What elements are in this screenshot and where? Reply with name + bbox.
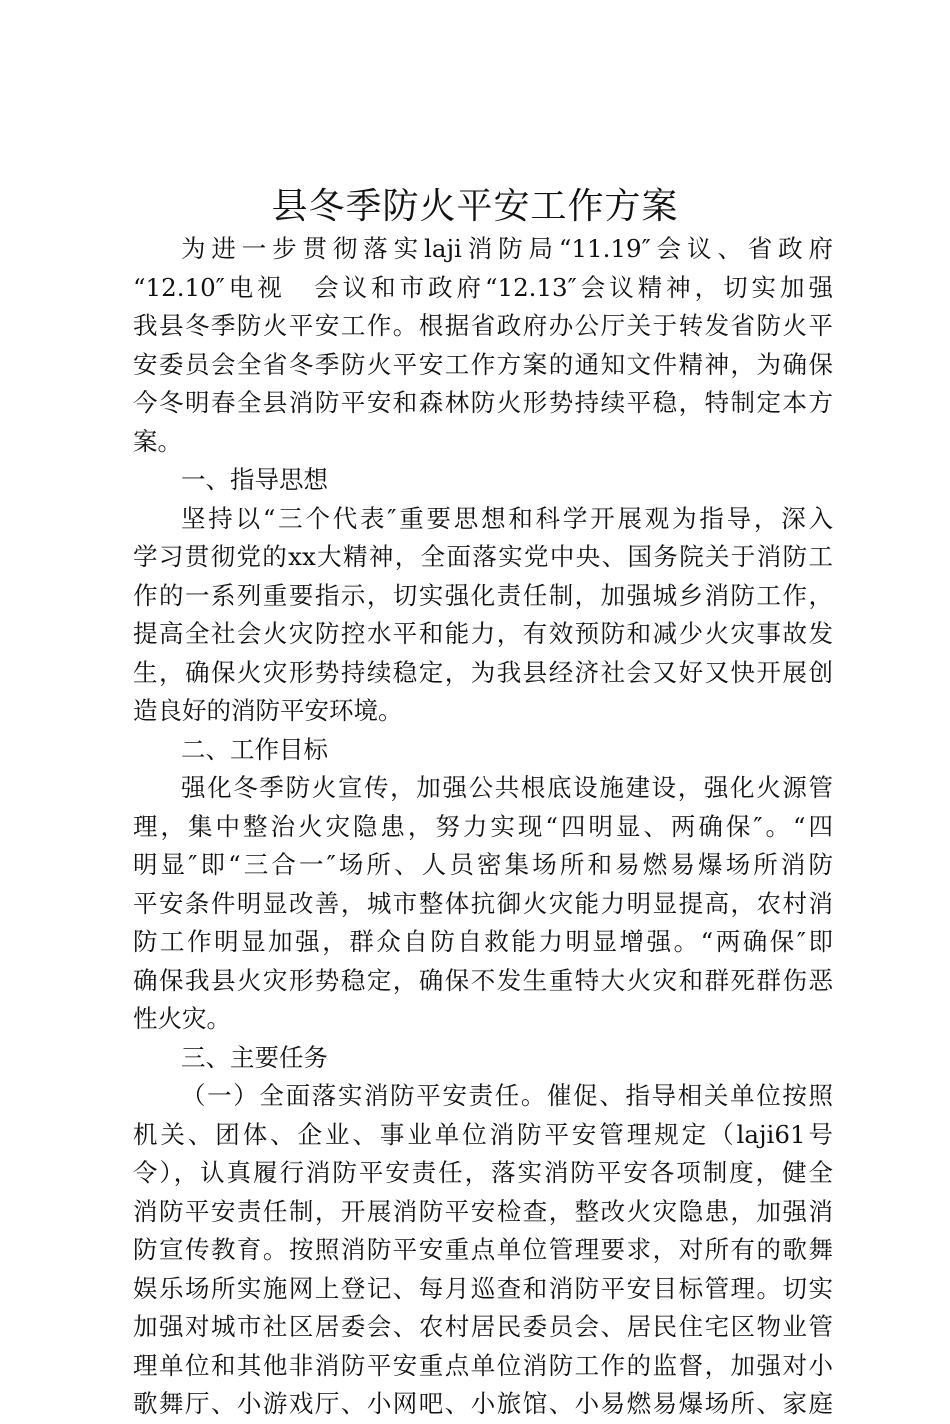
text-line: 性火灾。: [133, 1004, 231, 1033]
text-line: 学习贯彻党的xx大精神，全面落实党中央、国务院关于消防工: [133, 542, 833, 571]
text-line: 作的一系列重要指示，切实强化责任制，加强城乡消防工作，: [133, 580, 833, 610]
text-line: 明显″即“三合一″场所、人员密集场所和易燃易爆场所消防: [133, 850, 833, 879]
text-line: （一）全面落实消防平安责任。催促、指导相关单位按照: [181, 1081, 833, 1110]
text-line: 我县冬季防火平安工作。根据省政府办公厅关于转发省防火平: [133, 311, 833, 340]
text-line: “12.10″电视 会议和市政府“12.13″会议精神，切实加强: [133, 272, 833, 302]
text-line: 案。: [133, 426, 182, 456]
text-line: 消防平安责任制，开展消防平安检查，整改火灾隐患，加强消: [133, 1196, 833, 1226]
text-line: 为进一步贯彻落实laji消防局“11.19″会议、省政府: [181, 234, 833, 263]
document-body: [133, 230, 833, 1424]
text-line: 今冬明春全县消防平安和森林防火形势持续平稳，特制定本方: [133, 388, 833, 417]
text-line: 理，集中整治火灾隐患，努力实现“四明显、两确保″。“四: [133, 811, 833, 841]
text-line: 娱乐场所实施网上登记、每月巡查和消防平安目标管理。切实: [133, 1273, 833, 1303]
text-line: 机关、团体、企业、事业单位消防平安管理规定（laji61号: [133, 1119, 833, 1149]
text-line: 造良好的消防平安环境。: [133, 696, 403, 725]
text-line: 平安条件明显改善，城市整体抗御火灾能力明显提高，农村消: [133, 888, 833, 918]
text-line: 强化冬季防火宣传，加强公共根底设施建设，强化火源管: [181, 773, 833, 802]
text-line: 歌舞厅、小游戏厅、小网吧、小旅馆、小易燃易爆场所、家庭: [133, 1389, 833, 1418]
text-line: 安委员会全省冬季防火平安工作方案的通知文件精神，为确保: [133, 349, 833, 379]
text-line: 生，确保火灾形势持续稳定，为我县经济社会又好又快开展创: [133, 657, 833, 687]
text-line: 理单位和其他非消防平安重点单位消防工作的监督，加强对小: [133, 1350, 833, 1380]
document-title: 县冬季防火平安工作方案: [271, 186, 679, 227]
text-line: 加强对城市社区居委会、农村居民委员会、居民住宅区物业管: [133, 1312, 833, 1341]
text-line: 令），认真履行消防平安责任，落实消防平安各项制度，健全: [133, 1158, 833, 1187]
text-line: 防宣传教育。按照消防平安重点单位管理要求，对所有的歌舞: [133, 1235, 833, 1264]
text-line: 提高全社会火灾防控水平和能力，有效预防和减少火灾事故发: [133, 619, 833, 648]
text-line: 二、工作目标: [181, 734, 328, 764]
text-line: 三、主要任务: [181, 1042, 328, 1072]
text-line: 坚持以“三个代表″重要思想和科学开展观为指导，深入: [181, 503, 833, 533]
text-line: 一、指导思想: [181, 465, 328, 494]
text-line: 防工作明显加强，群众自防自救能力明显增强。“两确保″即: [133, 927, 833, 956]
text-line: 确保我县火灾形势稳定，确保不发生重特大火灾和群死群伤恶: [133, 965, 833, 995]
